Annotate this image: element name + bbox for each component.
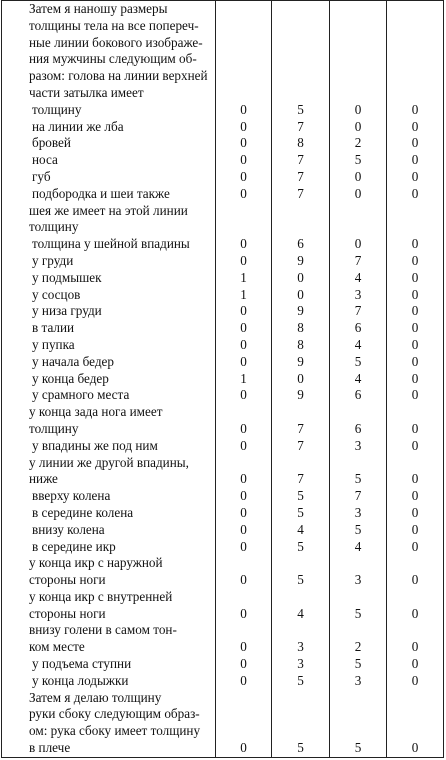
row-label-line: шея же имеет на этой линии — [29, 202, 188, 218]
value-cell-col-3: 4 — [330, 539, 387, 556]
value-cell-col-4: 0 — [387, 387, 444, 404]
table-row — [2, 522, 444, 539]
value-cell-col-2: 5 — [272, 690, 330, 758]
value-cell-col-1: 0 — [216, 102, 272, 119]
value-cell-col-4: 0 — [387, 371, 444, 388]
value-cell-col-3 — [330, 1, 387, 102]
row-label-line: носа — [32, 152, 58, 168]
value-cell-col-3: 6 — [330, 387, 387, 404]
value-cell-col-2: 4 — [272, 522, 330, 539]
row-label-cell — [2, 152, 216, 169]
table-row — [2, 152, 444, 169]
row-label-line: в талии — [32, 320, 75, 336]
row-label-line: ные линии бокового изображе- — [29, 34, 203, 50]
row-label-cell — [2, 656, 216, 673]
row-label-cell — [2, 354, 216, 371]
value-cell-col-4 — [387, 203, 444, 237]
value-cell-col-4: 0 — [387, 488, 444, 505]
table-row — [2, 656, 444, 673]
row-label-line: губ — [32, 168, 51, 184]
row-label-cell — [2, 438, 216, 455]
row-label-line: Затем я наношу размеры — [29, 1, 168, 16]
row-label-line: части затылка имеет — [29, 84, 144, 100]
value-cell-col-4 — [387, 1, 444, 102]
row-label-cell — [2, 169, 216, 186]
row-label-cell — [2, 488, 216, 505]
table-row — [2, 589, 444, 623]
value-cell-col-2: 7 — [272, 119, 330, 136]
value-cell-col-1: 0 — [216, 505, 272, 522]
value-cell-col-1: 0 — [216, 303, 272, 320]
value-cell-col-3: 5 — [330, 455, 387, 489]
value-cell-col-2: 0 — [272, 371, 330, 388]
value-cell-col-2: 0 — [272, 287, 330, 304]
row-label-cell — [2, 253, 216, 270]
table-row — [2, 135, 444, 152]
value-cell-col-4: 0 — [387, 169, 444, 186]
table-row — [2, 371, 444, 388]
row-label-cell — [2, 539, 216, 556]
row-label-line: у конца икр с внутренней — [29, 588, 173, 604]
table-row — [2, 1, 444, 102]
table-row — [2, 102, 444, 119]
table-row — [2, 387, 444, 404]
value-cell-col-4: 0 — [387, 135, 444, 152]
row-label-cell — [2, 622, 216, 656]
row-label-line: в середине колена — [32, 504, 134, 520]
value-cell-col-4: 0 — [387, 253, 444, 270]
row-label-cell — [2, 287, 216, 304]
row-label-line: у конца зада нога имеет — [29, 404, 163, 420]
row-label-line: толщина у шейной впадины — [32, 236, 190, 252]
value-cell-col-2: 4 — [272, 589, 330, 623]
row-label-line: ния мужчины следующим об- — [29, 51, 197, 67]
value-cell-col-1: 0 — [216, 622, 272, 656]
table-row — [2, 539, 444, 556]
value-cell-col-3: 0 — [330, 186, 387, 203]
table-row — [2, 169, 444, 186]
value-cell-col-1: 0 — [216, 354, 272, 371]
value-cell-col-4: 0 — [387, 320, 444, 337]
value-cell-col-3: 5 — [330, 522, 387, 539]
measurements-table — [1, 0, 444, 758]
value-cell-col-1: 0 — [216, 236, 272, 253]
value-cell-col-3: 7 — [330, 488, 387, 505]
value-cell-col-2: 9 — [272, 387, 330, 404]
row-label-line: в середине икр — [32, 538, 116, 554]
value-cell-col-4: 0 — [387, 673, 444, 690]
value-cell-col-2: 7 — [272, 169, 330, 186]
value-cell-col-3: 0 — [330, 236, 387, 253]
value-cell-col-1: 0 — [216, 320, 272, 337]
row-label-line: вверху колена — [32, 488, 111, 504]
table-row — [2, 119, 444, 136]
row-label-cell — [2, 119, 216, 136]
row-label-cell — [2, 270, 216, 287]
table-row — [2, 505, 444, 522]
table-row — [2, 337, 444, 354]
table-row — [2, 253, 444, 270]
row-label-cell — [2, 186, 216, 203]
row-label-line: у подмышек — [32, 269, 102, 285]
row-label-line: у срамного места — [32, 387, 130, 403]
value-cell-col-2: 5 — [272, 505, 330, 522]
value-cell-col-4: 0 — [387, 186, 444, 203]
value-cell-col-4: 0 — [387, 505, 444, 522]
row-label-cell — [2, 589, 216, 623]
row-label-cell — [2, 387, 216, 404]
value-cell-col-1: 0 — [216, 253, 272, 270]
row-label-cell — [2, 236, 216, 253]
value-cell-col-1: 0 — [216, 488, 272, 505]
value-cell-col-2: 3 — [272, 656, 330, 673]
row-label-line: руки сбоку следующим образ- — [29, 706, 200, 722]
table-row — [2, 690, 444, 758]
row-label-line: толщину — [29, 420, 79, 436]
row-label-line: толщину — [29, 219, 79, 235]
table-row — [2, 438, 444, 455]
value-cell-col-3: 0 — [330, 119, 387, 136]
row-label-line: разом: голова на линии верхней — [29, 68, 208, 84]
measurements-table-body — [2, 1, 444, 758]
value-cell-col-1: 0 — [216, 387, 272, 404]
row-label-line: стороны ноги — [29, 572, 106, 588]
value-cell-col-1: 0 — [216, 455, 272, 489]
value-cell-col-4: 0 — [387, 152, 444, 169]
table-row — [2, 673, 444, 690]
value-cell-col-1: 0 — [216, 539, 272, 556]
value-cell-col-4: 0 — [387, 236, 444, 253]
value-cell-col-1: 0 — [216, 135, 272, 152]
table-row — [2, 236, 444, 253]
value-cell-col-3: 4 — [330, 337, 387, 354]
value-cell-col-4: 0 — [387, 102, 444, 119]
value-cell-col-2: 7 — [272, 186, 330, 203]
value-cell-col-3: 5 — [330, 589, 387, 623]
row-label-line: у конца икр с наружной — [29, 555, 163, 571]
row-label-cell — [2, 690, 216, 758]
row-label-cell — [2, 673, 216, 690]
row-label-line: толщины тела на все попереч- — [29, 17, 199, 33]
value-cell-col-1: 0 — [216, 522, 272, 539]
value-cell-col-3: 3 — [330, 505, 387, 522]
value-cell-col-4: 0 — [387, 404, 444, 438]
row-label-line: стороны ноги — [29, 605, 106, 621]
row-label-line: Затем я делаю толщину — [29, 689, 162, 705]
value-cell-col-4: 0 — [387, 455, 444, 489]
row-label-line: у начала бедер — [32, 353, 114, 369]
value-cell-col-2: 8 — [272, 320, 330, 337]
row-label-cell — [2, 404, 216, 438]
row-label-cell — [2, 455, 216, 489]
table-row — [2, 186, 444, 203]
value-cell-col-4: 0 — [387, 690, 444, 758]
value-cell-col-4: 0 — [387, 119, 444, 136]
value-cell-col-1: 0 — [216, 656, 272, 673]
value-cell-col-4: 0 — [387, 656, 444, 673]
value-cell-col-2 — [272, 1, 330, 102]
value-cell-col-3: 6 — [330, 404, 387, 438]
row-label-cell — [2, 203, 216, 237]
value-cell-col-2 — [272, 203, 330, 237]
value-cell-col-1: 0 — [216, 169, 272, 186]
row-label-line: подбородка и шеи также — [32, 185, 170, 201]
value-cell-col-2: 7 — [272, 404, 330, 438]
row-label-line: ком месте — [29, 639, 85, 655]
row-label-cell — [2, 337, 216, 354]
row-label-line: у впадины же под ним — [32, 437, 158, 453]
value-cell-col-1: 0 — [216, 438, 272, 455]
table-row — [2, 622, 444, 656]
table-row — [2, 203, 444, 237]
value-cell-col-1: 0 — [216, 690, 272, 758]
value-cell-col-2: 8 — [272, 135, 330, 152]
value-cell-col-3: 3 — [330, 438, 387, 455]
row-label-line: ниже — [29, 471, 58, 487]
value-cell-col-4: 0 — [387, 589, 444, 623]
row-label-line: в плече — [29, 740, 71, 756]
row-label-line: на линии же лба — [32, 118, 124, 134]
table-row — [2, 488, 444, 505]
value-cell-col-1 — [216, 1, 272, 102]
row-label-line: у груди — [32, 252, 74, 268]
value-cell-col-2: 7 — [272, 455, 330, 489]
value-cell-col-1: 1 — [216, 371, 272, 388]
value-cell-col-4: 0 — [387, 354, 444, 371]
value-cell-col-2: 7 — [272, 152, 330, 169]
value-cell-col-4: 0 — [387, 539, 444, 556]
value-cell-col-3: 5 — [330, 656, 387, 673]
value-cell-col-1: 0 — [216, 186, 272, 203]
value-cell-col-2: 9 — [272, 253, 330, 270]
value-cell-col-3: 2 — [330, 135, 387, 152]
value-cell-col-3: 3 — [330, 673, 387, 690]
value-cell-col-2: 5 — [272, 102, 330, 119]
row-label-line: у линии же другой впадины, — [29, 454, 189, 470]
value-cell-col-3: 3 — [330, 287, 387, 304]
value-cell-col-2: 5 — [272, 539, 330, 556]
value-cell-col-4: 0 — [387, 337, 444, 354]
row-label-cell — [2, 135, 216, 152]
row-label-line: внизу колена — [32, 521, 105, 537]
table-row — [2, 287, 444, 304]
table-row — [2, 555, 444, 589]
value-cell-col-4: 0 — [387, 270, 444, 287]
row-label-line: у пупка — [32, 336, 75, 352]
row-label-cell — [2, 102, 216, 119]
value-cell-col-1: 0 — [216, 152, 272, 169]
value-cell-col-1: 0 — [216, 337, 272, 354]
value-cell-col-3: 7 — [330, 303, 387, 320]
table-row — [2, 320, 444, 337]
value-cell-col-2: 9 — [272, 354, 330, 371]
value-cell-col-1: 0 — [216, 119, 272, 136]
value-cell-col-4: 0 — [387, 555, 444, 589]
value-cell-col-3: 5 — [330, 690, 387, 758]
row-label-line: толщину — [32, 101, 82, 117]
value-cell-col-2: 5 — [272, 673, 330, 690]
value-cell-col-1: 0 — [216, 673, 272, 690]
value-cell-col-1: 1 — [216, 287, 272, 304]
value-cell-col-1: 1 — [216, 270, 272, 287]
value-cell-col-2: 0 — [272, 270, 330, 287]
value-cell-col-1: 0 — [216, 589, 272, 623]
row-label-line: ом: рука сбоку имеет толщину — [29, 723, 201, 739]
table-row — [2, 354, 444, 371]
row-label-line: у конца бедер — [32, 370, 109, 386]
value-cell-col-3: 5 — [330, 354, 387, 371]
table-row — [2, 404, 444, 438]
row-label-cell — [2, 1, 216, 102]
row-label-line: у низа груди — [32, 303, 102, 319]
value-cell-col-3 — [330, 203, 387, 237]
row-label-line: у подъема ступни — [32, 656, 132, 672]
value-cell-col-3: 0 — [330, 102, 387, 119]
value-cell-col-4: 0 — [387, 438, 444, 455]
value-cell-col-3: 2 — [330, 622, 387, 656]
row-label-cell — [2, 371, 216, 388]
row-label-line: бровей — [32, 135, 71, 151]
table-row — [2, 303, 444, 320]
row-label-cell — [2, 505, 216, 522]
value-cell-col-4: 0 — [387, 287, 444, 304]
value-cell-col-1 — [216, 203, 272, 237]
row-label-cell — [2, 555, 216, 589]
value-cell-col-2: 9 — [272, 303, 330, 320]
value-cell-col-3: 5 — [330, 152, 387, 169]
value-cell-col-2: 5 — [272, 488, 330, 505]
table-row — [2, 270, 444, 287]
value-cell-col-2: 8 — [272, 337, 330, 354]
row-label-line: у конца лодыжки — [32, 672, 129, 688]
row-label-cell — [2, 303, 216, 320]
row-label-cell — [2, 522, 216, 539]
value-cell-col-4: 0 — [387, 303, 444, 320]
value-cell-col-2: 3 — [272, 622, 330, 656]
table-row — [2, 455, 444, 489]
value-cell-col-2: 6 — [272, 236, 330, 253]
value-cell-col-3: 0 — [330, 169, 387, 186]
value-cell-col-3: 6 — [330, 320, 387, 337]
value-cell-col-2: 5 — [272, 555, 330, 589]
row-label-line: внизу голени в самом тон- — [29, 622, 177, 638]
value-cell-col-2: 7 — [272, 438, 330, 455]
value-cell-col-3: 4 — [330, 270, 387, 287]
value-cell-col-3: 7 — [330, 253, 387, 270]
value-cell-col-3: 3 — [330, 555, 387, 589]
value-cell-col-4: 0 — [387, 522, 444, 539]
row-label-line: у сосцов — [32, 286, 81, 302]
row-label-cell — [2, 320, 216, 337]
value-cell-col-4: 0 — [387, 622, 444, 656]
value-cell-col-1: 0 — [216, 404, 272, 438]
value-cell-col-3: 4 — [330, 371, 387, 388]
value-cell-col-1: 0 — [216, 555, 272, 589]
